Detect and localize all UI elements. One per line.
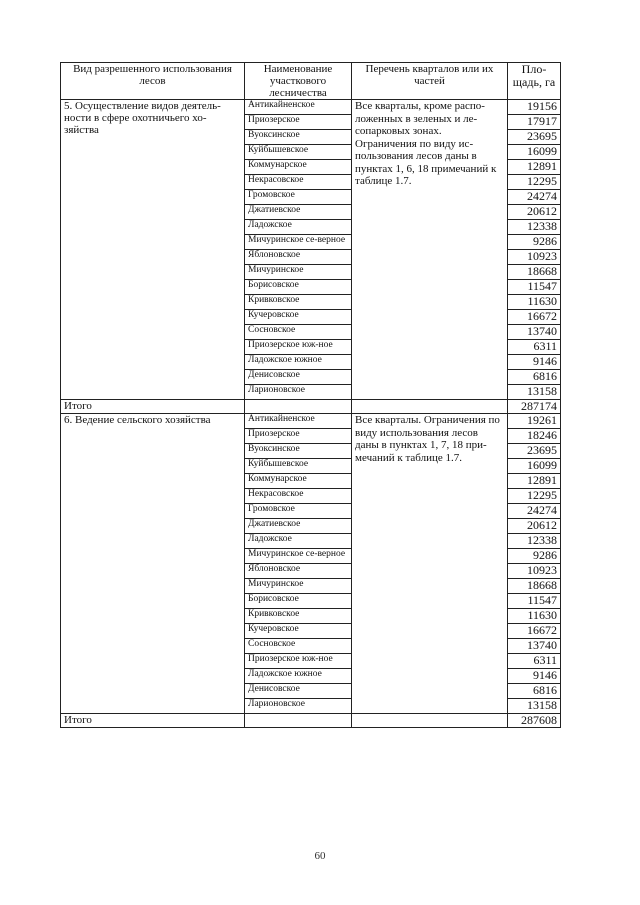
area-cell: 23695 [508,444,561,459]
empty-cell [352,400,508,414]
area-cell: 16099 [508,459,561,474]
area-cell: 16672 [508,310,561,325]
area-cell: 11547 [508,594,561,609]
empty-cell [245,714,352,728]
forestry-name-cell: Громовское [245,190,352,205]
forestry-name-cell: Антикайненское [245,414,352,429]
area-cell: 24274 [508,190,561,205]
forestry-name-cell: Мичуринское [245,579,352,594]
area-cell: 13158 [508,699,561,714]
forestry-name-cell: Куйбышевское [245,459,352,474]
area-cell: 16672 [508,624,561,639]
page-number: 60 [314,850,326,862]
forestry-name-cell: Кучеровское [245,310,352,325]
forestry-name-cell: Джатиевское [245,519,352,534]
area-cell: 12338 [508,220,561,235]
forestry-name-cell: Ладожское [245,534,352,549]
forestry-name-cell: Кучеровское [245,624,352,639]
total-row [61,714,561,728]
forestry-name-cell: Ладожское южное [245,355,352,370]
forestry-name-cell: Кривковское [245,609,352,624]
area-cell: 11630 [508,609,561,624]
forestry-name-cell: Мичуринское се-верное [245,549,352,564]
area-cell: 12891 [508,160,561,175]
forestry-name-cell: Ларионовское [245,385,352,400]
area-cell: 12295 [508,175,561,190]
total-label: Итого [61,714,245,728]
area-cell: 11630 [508,295,561,310]
area-cell: 13740 [508,325,561,340]
quarters-cell: Все кварталы, кроме распо-ложенных в зеленых и ле-сопарковых зонах. Ограничения по виду ис-пользования лесов даны в пунктах 1, 6, 18 примечаний к таблице 1.7. [352,100,508,400]
forestry-name-cell: Приозерское [245,115,352,130]
area-cell: 16099 [508,145,561,160]
forestry-name-cell: Приозерское юж-ное [245,654,352,669]
table-row [61,414,561,429]
forestry-name-cell: Яблоновское [245,564,352,579]
forestry-name-cell: Антикайненское [245,100,352,115]
forestry-name-cell: Денисовское [245,370,352,385]
area-cell: 19261 [508,414,561,429]
area-cell: 24274 [508,504,561,519]
table-body [61,100,561,728]
header-area: Пло-щадь, га [508,63,561,100]
area-cell: 13740 [508,639,561,654]
total-label: Итого [61,400,245,414]
area-cell: 12338 [508,534,561,549]
forestry-name-cell: Коммунарское [245,160,352,175]
forestry-name-cell: Кривковское [245,295,352,310]
area-cell: 9286 [508,549,561,564]
empty-cell [245,400,352,414]
header-row [61,63,561,100]
forestry-name-cell: Джатиевское [245,205,352,220]
forestry-name-cell: Некрасовское [245,489,352,504]
area-cell: 19156 [508,100,561,115]
area-cell: 9286 [508,235,561,250]
forestry-name-cell: Ладожское [245,220,352,235]
area-cell: 6816 [508,684,561,699]
forestry-name-cell: Громовское [245,504,352,519]
forest-use-table [60,62,561,728]
total-area-cell: 287174 [508,400,561,414]
use-kind-cell: 6. Ведение сельского хозяйства [61,414,245,714]
forestry-name-cell: Куйбышевское [245,145,352,160]
forestry-name-cell: Сосновское [245,639,352,654]
area-cell: 6311 [508,340,561,355]
forestry-name-cell: Яблоновское [245,250,352,265]
forestry-name-cell: Сосновское [245,325,352,340]
total-area-cell: 287608 [508,714,561,728]
table-row [61,100,561,115]
forestry-name-cell: Приозерское [245,429,352,444]
forestry-name-cell: Вуоксинское [245,130,352,145]
area-cell: 9146 [508,355,561,370]
forestry-name-cell: Приозерское юж-ное [245,340,352,355]
area-cell: 23695 [508,130,561,145]
forestry-name-cell: Борисовское [245,594,352,609]
forestry-name-cell: Мичуринское се-верное [245,235,352,250]
area-cell: 11547 [508,280,561,295]
area-cell: 6311 [508,654,561,669]
empty-cell [352,714,508,728]
forestry-name-cell: Мичуринское [245,265,352,280]
forestry-name-cell: Коммунарское [245,474,352,489]
header-quarters: Перечень кварталов или их частей [352,63,508,100]
area-cell: 20612 [508,519,561,534]
area-cell: 9146 [508,669,561,684]
header-forestry: Наименование участкового лесничества [245,63,352,100]
forestry-name-cell: Денисовское [245,684,352,699]
forestry-name-cell: Ларионовское [245,699,352,714]
area-cell: 18668 [508,579,561,594]
area-cell: 18668 [508,265,561,280]
forestry-name-cell: Вуоксинское [245,444,352,459]
forestry-name-cell: Ладожское южное [245,669,352,684]
area-cell: 17917 [508,115,561,130]
total-row [61,400,561,414]
area-cell: 6816 [508,370,561,385]
area-cell: 12891 [508,474,561,489]
area-cell: 18246 [508,429,561,444]
area-cell: 20612 [508,205,561,220]
quarters-cell: Все кварталы. Ограничения по виду использования лесов даны в пунктах 1, 7, 18 при-мечаний к таблице 1.7. [352,414,508,714]
area-cell: 13158 [508,385,561,400]
area-cell: 10923 [508,250,561,265]
area-cell: 12295 [508,489,561,504]
header-kind: Вид разрешенного использования лесов [61,63,245,100]
forestry-name-cell: Некрасовское [245,175,352,190]
use-kind-cell: 5. Осуществление видов деятель-ности в сфере охотничьего хо-зяйства [61,100,245,400]
forestry-name-cell: Борисовское [245,280,352,295]
area-cell: 10923 [508,564,561,579]
